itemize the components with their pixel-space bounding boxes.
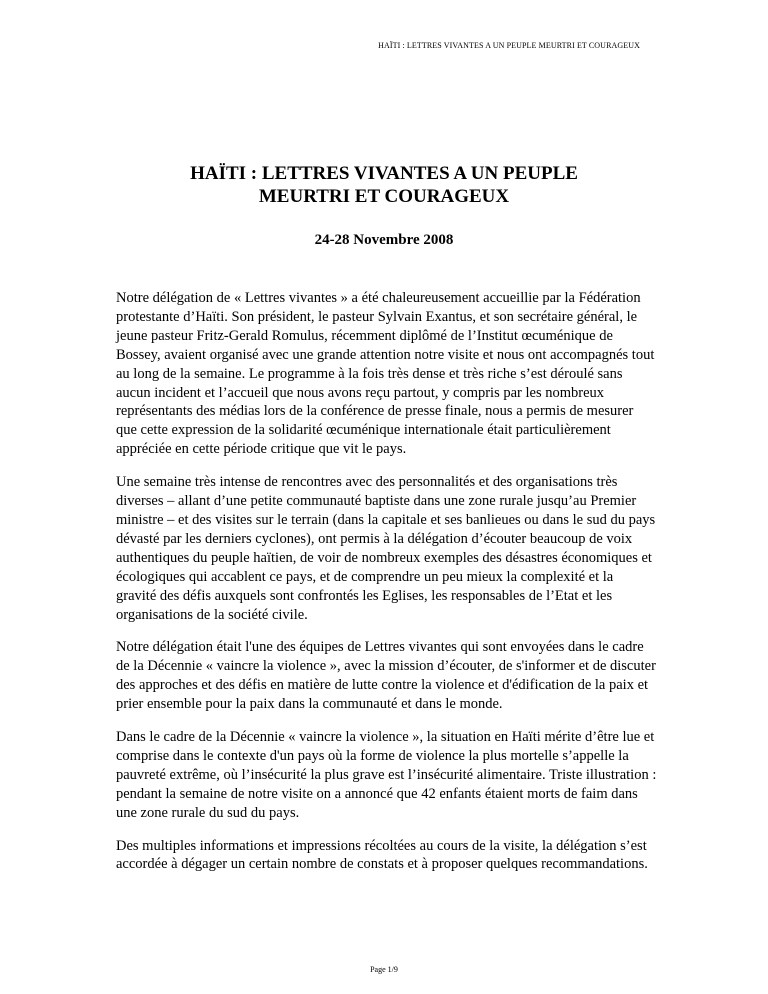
page-number: Page 1/9	[370, 965, 398, 974]
running-header: HAÏTI : LETTRES VIVANTES A UN PEUPLE MEURTRI ET COURAGEUX	[378, 41, 640, 50]
document-title	[0, 162, 768, 208]
paragraph: Dans le cadre de la Décennie « vaincre la violence », la situation en Haïti mérite d’être lue et comprise dans le contexte d'un pays où la forme de violence la plus mortelle s’appelle la pauvreté extrême, où l’insécurité la plus grave est l’insécurité alimentaire. Triste illustration : pendant la semaine de notre visite on a annoncé que 42 enfants étaient morts de faim dans une zone rurale du sud du pays.	[116, 729, 657, 821]
title-line-1: HAÏTI : LETTRES VIVANTES A UN PEUPLE	[190, 163, 578, 184]
paragraph: Notre délégation était l'une des équipes de Lettres vivantes qui sont envoyées dans le cadre de la Décennie « vaincre la violence », avec la mission d’écouter, de s'informer et de discuter des approches et des défis en matière de lutte contre la violence et d'édification de la paix et prier ensemble pour la paix dans la communauté et dans le monde.	[116, 639, 656, 713]
document-body	[116, 289, 657, 888]
paragraph: Une semaine très intense de rencontres avec des personnalités et des organisations très diverses – allant d’une petite communauté baptiste dans une zone rurale jusqu’au Premier ministre – et des visites sur le terrain (dans la capitale et ses banlieues ou dans le sud du pays dévasté par les derniers cyclones), ont permis à la délégation d’écouter beaucoup de voix authentiques du peuple haïtien, de voir de nombreux exemples des désastres économiques et écologiques qui accablent ce pays, et de comprendre un peu mieux la complexité et la gravité des défis auxquels sont confrontés les Eglises, les responsables de l’Etat et les organisations de la société civile.	[116, 474, 656, 623]
paragraph: Notre délégation de « Lettres vivantes » a été chaleureusement accueillie par la Fédération protestante d’Haïti. Son président, le pasteur Sylvain Exantus, et son secrétaire général, le jeune pasteur Fritz-Gerald Romulus, récemment diplômé de l’Institut œcuménique de Bossey, avaient organisé avec une grande attention notre visite et nous ont accompagnés tout au long de la semaine. Le programme à la fois très dense et très riche s’est déroulé sans aucun incident et l’accueil que nous avons reçu partout, y compris par les nombreux représentants des médias lors de la conférence de presse finale, nous a permis de mesurer que cette expression de la solidarité œcuménique internationale était particulièrement appréciée en cette période critique que vit le pays.	[116, 290, 655, 458]
title-line-2: MEURTRI ET COURAGEUX	[258, 186, 510, 207]
document-date: 24-28 Novembre 2008	[314, 232, 454, 248]
paragraph: Des multiples informations et impressions récoltées au cours de la visite, la délégation s’est accordée à dégager un certain nombre de constats et à proposer quelques recommandations.	[116, 837, 648, 873]
